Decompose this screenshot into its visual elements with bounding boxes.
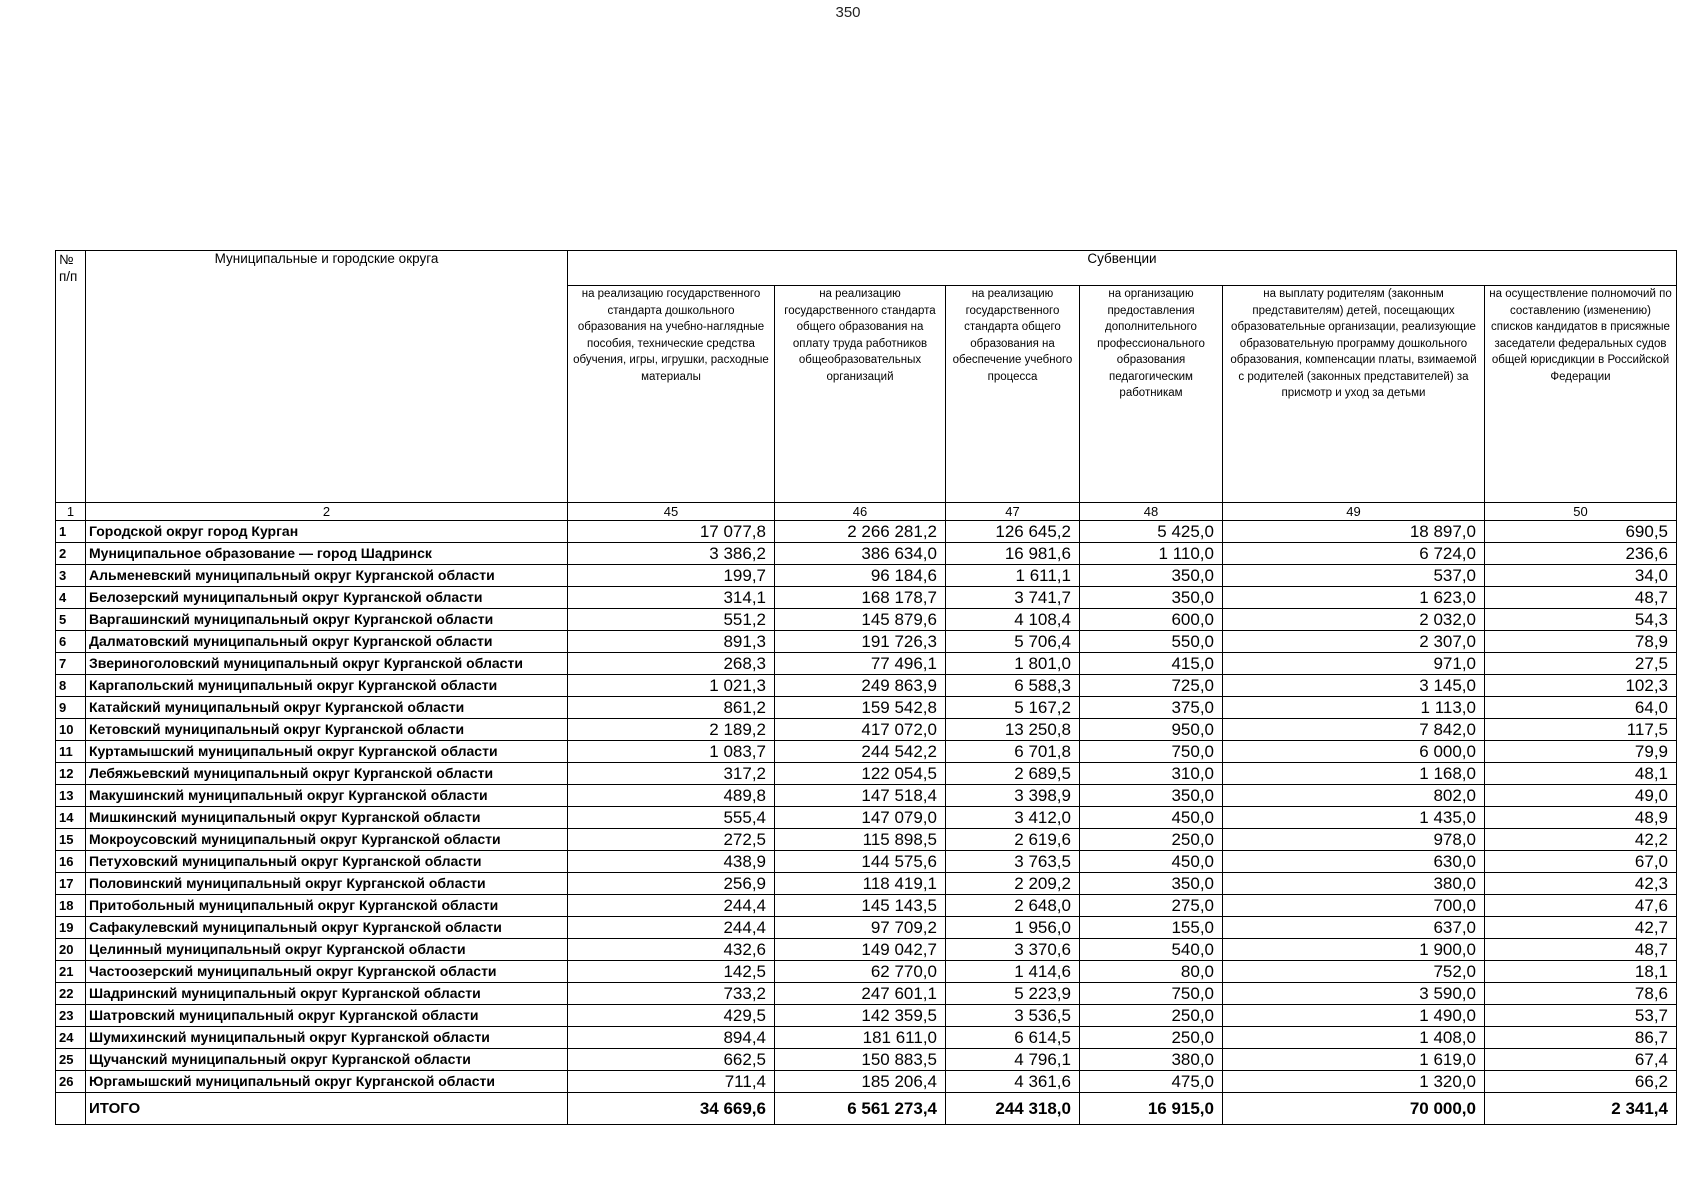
column-index-cell: 47 (946, 503, 1080, 521)
value-cell: 894,4 (568, 1027, 775, 1049)
value-cell: 250,0 (1080, 1027, 1223, 1049)
value-cell: 256,9 (568, 873, 775, 895)
table-row (56, 587, 1677, 609)
value-cell: 272,5 (568, 829, 775, 851)
total-value-cell: 6 561 273,4 (775, 1093, 946, 1125)
value-cell: 250,0 (1080, 829, 1223, 851)
value-cell: 42,7 (1485, 917, 1677, 939)
value-cell: 6 000,0 (1223, 741, 1485, 763)
value-cell: 4 796,1 (946, 1049, 1080, 1071)
table-row (56, 697, 1677, 719)
value-cell: 147 079,0 (775, 807, 946, 829)
district-name: Притобольный муниципальный округ Курганской области (86, 895, 568, 917)
value-cell: 978,0 (1223, 829, 1485, 851)
value-cell: 118 419,1 (775, 873, 946, 895)
column-index-cell: 2 (86, 503, 568, 521)
table-row (56, 1071, 1677, 1093)
total-value-cell: 70 000,0 (1223, 1093, 1485, 1125)
district-name: Кетовский муниципальный округ Курганской области (86, 719, 568, 741)
district-name: Звериноголовский муниципальный округ Курганской области (86, 653, 568, 675)
value-cell: 5 706,4 (946, 631, 1080, 653)
district-name: Городской округ город Курган (86, 521, 568, 543)
value-cell: 150 883,5 (775, 1049, 946, 1071)
value-cell: 2 648,0 (946, 895, 1080, 917)
table-row (56, 653, 1677, 675)
value-cell: 48,7 (1485, 939, 1677, 961)
value-cell: 42,3 (1485, 873, 1677, 895)
value-cell: 386 634,0 (775, 543, 946, 565)
value-cell: 79,9 (1485, 741, 1677, 763)
district-name: Белозерский муниципальный округ Курганской области (86, 587, 568, 609)
value-cell: 16 981,6 (946, 543, 1080, 565)
value-cell: 310,0 (1080, 763, 1223, 785)
row-number: 9 (56, 697, 86, 719)
table-row (56, 1005, 1677, 1027)
value-cell: 236,6 (1485, 543, 1677, 565)
table-row (56, 917, 1677, 939)
value-cell: 247 601,1 (775, 983, 946, 1005)
value-cell: 80,0 (1080, 961, 1223, 983)
value-cell: 191 726,3 (775, 631, 946, 653)
value-cell: 3 412,0 (946, 807, 1080, 829)
row-number: 2 (56, 543, 86, 565)
value-cell: 77 496,1 (775, 653, 946, 675)
value-cell: 49,0 (1485, 785, 1677, 807)
row-number: 18 (56, 895, 86, 917)
row-number: 4 (56, 587, 86, 609)
value-cell: 733,2 (568, 983, 775, 1005)
value-cell: 1 956,0 (946, 917, 1080, 939)
value-cell: 6 588,3 (946, 675, 1080, 697)
value-cell: 1 408,0 (1223, 1027, 1485, 1049)
header-column-2: на реализацию государственного стандарта общего образования на оплату труда работников общеобразовательных организаций (775, 286, 946, 503)
table-row (56, 631, 1677, 653)
value-cell: 2 266 281,2 (775, 521, 946, 543)
row-number: 12 (56, 763, 86, 785)
district-name: Шадринский муниципальный округ Курганской области (86, 983, 568, 1005)
value-cell: 380,0 (1080, 1049, 1223, 1071)
row-number: 14 (56, 807, 86, 829)
table-row (56, 961, 1677, 983)
value-cell: 53,7 (1485, 1005, 1677, 1027)
table-row (56, 895, 1677, 917)
value-cell: 126 645,2 (946, 521, 1080, 543)
value-cell: 417 072,0 (775, 719, 946, 741)
total-number-cell (56, 1093, 86, 1125)
value-cell: 725,0 (1080, 675, 1223, 697)
value-cell: 1 619,0 (1223, 1049, 1485, 1071)
row-number: 15 (56, 829, 86, 851)
value-cell: 550,0 (1080, 631, 1223, 653)
column-index-cell: 50 (1485, 503, 1677, 521)
value-cell: 48,9 (1485, 807, 1677, 829)
value-cell: 1 168,0 (1223, 763, 1485, 785)
header-number: № п/п (56, 251, 86, 503)
row-number: 17 (56, 873, 86, 895)
value-cell: 78,9 (1485, 631, 1677, 653)
row-number: 23 (56, 1005, 86, 1027)
value-cell: 244,4 (568, 895, 775, 917)
district-name: Куртамышский муниципальный округ Курганской области (86, 741, 568, 763)
value-cell: 1 611,1 (946, 565, 1080, 587)
value-cell: 145 143,5 (775, 895, 946, 917)
table-row (56, 543, 1677, 565)
value-cell: 450,0 (1080, 851, 1223, 873)
value-cell: 432,6 (568, 939, 775, 961)
value-cell: 3 398,9 (946, 785, 1080, 807)
value-cell: 3 370,6 (946, 939, 1080, 961)
value-cell: 5 223,9 (946, 983, 1080, 1005)
row-number: 13 (56, 785, 86, 807)
value-cell: 66,2 (1485, 1071, 1677, 1093)
value-cell: 4 361,6 (946, 1071, 1080, 1093)
value-cell: 752,0 (1223, 961, 1485, 983)
column-index-cell: 1 (56, 503, 86, 521)
table-row (56, 851, 1677, 873)
value-cell: 2 032,0 (1223, 609, 1485, 631)
value-cell: 317,2 (568, 763, 775, 785)
row-number: 20 (56, 939, 86, 961)
value-cell: 750,0 (1080, 741, 1223, 763)
value-cell: 537,0 (1223, 565, 1485, 587)
column-index-cell: 49 (1223, 503, 1485, 521)
value-cell: 5 167,2 (946, 697, 1080, 719)
row-number: 3 (56, 565, 86, 587)
total-value-cell: 244 318,0 (946, 1093, 1080, 1125)
value-cell: 7 842,0 (1223, 719, 1485, 741)
header-column-1: на реализацию государственного стандарта дошкольного образования на учебно-наглядные пособия, технические средства обучения, игры, игрушки, расходные материалы (568, 286, 775, 503)
row-number: 22 (56, 983, 86, 1005)
table-row (56, 609, 1677, 631)
header-column-5: на выплату родителям (законным представителям) детей, посещающих образовательные организации, реализующие образовательную программу дошкольного образования, компенсации платы, взимаемой с родителей (законных представителей) за присмотр и уход за детьми (1223, 286, 1485, 503)
value-cell: 181 611,0 (775, 1027, 946, 1049)
district-name: Варгашинский муниципальный округ Курганской области (86, 609, 568, 631)
table-row (56, 939, 1677, 961)
table-row (56, 829, 1677, 851)
header-column-3: на реализацию государственного стандарта общего образования на обеспечение учебного процесса (946, 286, 1080, 503)
value-cell: 2 619,6 (946, 829, 1080, 851)
value-cell: 314,1 (568, 587, 775, 609)
district-name: Частоозерский муниципальный округ Курганской области (86, 961, 568, 983)
column-index-cell: 45 (568, 503, 775, 521)
table-row (56, 741, 1677, 763)
district-name: Альменевский муниципальный округ Курганской области (86, 565, 568, 587)
value-cell: 67,4 (1485, 1049, 1677, 1071)
value-cell: 18 897,0 (1223, 521, 1485, 543)
total-value-cell: 2 341,4 (1485, 1093, 1677, 1125)
district-name: Мишкинский муниципальный округ Курганской области (86, 807, 568, 829)
district-name: Каргапольский муниципальный округ Курганской области (86, 675, 568, 697)
value-cell: 244 542,2 (775, 741, 946, 763)
value-cell: 350,0 (1080, 587, 1223, 609)
value-cell: 48,7 (1485, 587, 1677, 609)
value-cell: 168 178,7 (775, 587, 946, 609)
value-cell: 630,0 (1223, 851, 1485, 873)
value-cell: 115 898,5 (775, 829, 946, 851)
value-cell: 6 701,8 (946, 741, 1080, 763)
value-cell: 350,0 (1080, 873, 1223, 895)
column-index-cell: 48 (1080, 503, 1223, 521)
value-cell: 3 763,5 (946, 851, 1080, 873)
table-row (56, 873, 1677, 895)
value-cell: 350,0 (1080, 565, 1223, 587)
value-cell: 3 386,2 (568, 543, 775, 565)
header-column-6: на осуществление полномочий по составлению (изменению) списков кандидатов в присяжные заседатели федеральных судов общей юрисдикции в Российской Федерации (1485, 286, 1677, 503)
table-row (56, 675, 1677, 697)
total-value-cell: 16 915,0 (1080, 1093, 1223, 1125)
row-number: 24 (56, 1027, 86, 1049)
value-cell: 149 042,7 (775, 939, 946, 961)
value-cell: 250,0 (1080, 1005, 1223, 1027)
value-cell: 2 307,0 (1223, 631, 1485, 653)
row-number: 25 (56, 1049, 86, 1071)
value-cell: 750,0 (1080, 983, 1223, 1005)
value-cell: 4 108,4 (946, 609, 1080, 631)
value-cell: 350,0 (1080, 785, 1223, 807)
value-cell: 275,0 (1080, 895, 1223, 917)
row-number: 16 (56, 851, 86, 873)
district-name: Сафакулевский муниципальный округ Курганской области (86, 917, 568, 939)
table-row (56, 719, 1677, 741)
table-row (56, 983, 1677, 1005)
value-cell: 18,1 (1485, 961, 1677, 983)
value-cell: 117,5 (1485, 719, 1677, 741)
value-cell: 2 209,2 (946, 873, 1080, 895)
value-cell: 64,0 (1485, 697, 1677, 719)
value-cell: 5 425,0 (1080, 521, 1223, 543)
value-cell: 1 490,0 (1223, 1005, 1485, 1027)
value-cell: 54,3 (1485, 609, 1677, 631)
value-cell: 802,0 (1223, 785, 1485, 807)
district-name: Петуховский муниципальный округ Курганской области (86, 851, 568, 873)
value-cell: 145 879,6 (775, 609, 946, 631)
value-cell: 122 054,5 (775, 763, 946, 785)
table-row (56, 565, 1677, 587)
row-number: 8 (56, 675, 86, 697)
value-cell: 142 359,5 (775, 1005, 946, 1027)
row-number: 21 (56, 961, 86, 983)
value-cell: 1 021,3 (568, 675, 775, 697)
value-cell: 2 189,2 (568, 719, 775, 741)
value-cell: 47,6 (1485, 895, 1677, 917)
row-number: 26 (56, 1071, 86, 1093)
value-cell: 1 083,7 (568, 741, 775, 763)
value-cell: 155,0 (1080, 917, 1223, 939)
row-number: 10 (56, 719, 86, 741)
value-cell: 1 320,0 (1223, 1071, 1485, 1093)
total-value-cell: 34 669,6 (568, 1093, 775, 1125)
row-number: 19 (56, 917, 86, 939)
value-cell: 3 590,0 (1223, 983, 1485, 1005)
value-cell: 249 863,9 (775, 675, 946, 697)
header-subventions: Субвенции (568, 251, 1677, 286)
value-cell: 1 110,0 (1080, 543, 1223, 565)
value-cell: 6 724,0 (1223, 543, 1485, 565)
value-cell: 540,0 (1080, 939, 1223, 961)
value-cell: 96 184,6 (775, 565, 946, 587)
value-cell: 42,2 (1485, 829, 1677, 851)
district-name: Щучанский муниципальный округ Курганской области (86, 1049, 568, 1071)
value-cell: 185 206,4 (775, 1071, 946, 1093)
value-cell: 142,5 (568, 961, 775, 983)
value-cell: 268,3 (568, 653, 775, 675)
row-number: 6 (56, 631, 86, 653)
district-name: Шатровский муниципальный округ Курганской области (86, 1005, 568, 1027)
row-number: 11 (56, 741, 86, 763)
value-cell: 62 770,0 (775, 961, 946, 983)
value-cell: 415,0 (1080, 653, 1223, 675)
table-row (56, 807, 1677, 829)
table-row (56, 1027, 1677, 1049)
table-row (56, 785, 1677, 807)
value-cell: 3 145,0 (1223, 675, 1485, 697)
value-cell: 97 709,2 (775, 917, 946, 939)
value-cell: 199,7 (568, 565, 775, 587)
value-cell: 700,0 (1223, 895, 1485, 917)
value-cell: 244,4 (568, 917, 775, 939)
table-row (56, 763, 1677, 785)
value-cell: 144 575,6 (775, 851, 946, 873)
value-cell: 2 689,5 (946, 763, 1080, 785)
value-cell: 1 900,0 (1223, 939, 1485, 961)
row-number: 7 (56, 653, 86, 675)
subventions-table (55, 250, 1677, 1125)
value-cell: 489,8 (568, 785, 775, 807)
value-cell: 1 113,0 (1223, 697, 1485, 719)
value-cell: 429,5 (568, 1005, 775, 1027)
value-cell: 555,4 (568, 807, 775, 829)
value-cell: 6 614,5 (946, 1027, 1080, 1049)
district-name: Далматовский муниципальный округ Курганской области (86, 631, 568, 653)
value-cell: 67,0 (1485, 851, 1677, 873)
value-cell: 971,0 (1223, 653, 1485, 675)
district-name: Лебяжьевский муниципальный округ Курганской области (86, 763, 568, 785)
row-number: 5 (56, 609, 86, 631)
value-cell: 475,0 (1080, 1071, 1223, 1093)
value-cell: 48,1 (1485, 763, 1677, 785)
value-cell: 711,4 (568, 1071, 775, 1093)
total-label: ИТОГО (86, 1093, 568, 1125)
district-name: Муниципальное образование — город Шадринск (86, 543, 568, 565)
value-cell: 375,0 (1080, 697, 1223, 719)
district-name: Шумихинский муниципальный округ Курганской области (86, 1027, 568, 1049)
district-name: Целинный муниципальный округ Курганской области (86, 939, 568, 961)
value-cell: 861,2 (568, 697, 775, 719)
value-cell: 450,0 (1080, 807, 1223, 829)
value-cell: 380,0 (1223, 873, 1485, 895)
value-cell: 1 623,0 (1223, 587, 1485, 609)
header-district: Муниципальные и городские округа (86, 251, 568, 503)
district-name: Мокроусовский муниципальный округ Курганской области (86, 829, 568, 851)
value-cell: 551,2 (568, 609, 775, 631)
value-cell: 27,5 (1485, 653, 1677, 675)
value-cell: 950,0 (1080, 719, 1223, 741)
value-cell: 1 801,0 (946, 653, 1080, 675)
value-cell: 690,5 (1485, 521, 1677, 543)
value-cell: 3 536,5 (946, 1005, 1080, 1027)
value-cell: 159 542,8 (775, 697, 946, 719)
value-cell: 102,3 (1485, 675, 1677, 697)
column-index-cell: 46 (775, 503, 946, 521)
value-cell: 34,0 (1485, 565, 1677, 587)
district-name: Половинский муниципальный округ Курганской области (86, 873, 568, 895)
district-name: Макушинский муниципальный округ Курганской области (86, 785, 568, 807)
value-cell: 662,5 (568, 1049, 775, 1071)
value-cell: 3 741,7 (946, 587, 1080, 609)
row-number: 1 (56, 521, 86, 543)
value-cell: 438,9 (568, 851, 775, 873)
value-cell: 13 250,8 (946, 719, 1080, 741)
value-cell: 637,0 (1223, 917, 1485, 939)
value-cell: 147 518,4 (775, 785, 946, 807)
district-name: Катайский муниципальный округ Курганской области (86, 697, 568, 719)
district-name: Юргамышский муниципальный округ Курганской области (86, 1071, 568, 1093)
value-cell: 1 414,6 (946, 961, 1080, 983)
value-cell: 600,0 (1080, 609, 1223, 631)
page-number: 350 (835, 4, 861, 21)
table-row (56, 521, 1677, 543)
header-column-4: на организацию предоставления дополнительного профессионального образования педагогическим работникам (1080, 286, 1223, 503)
value-cell: 891,3 (568, 631, 775, 653)
value-cell: 78,6 (1485, 983, 1677, 1005)
table-row (56, 1049, 1677, 1071)
total-row (56, 1093, 1677, 1125)
value-cell: 86,7 (1485, 1027, 1677, 1049)
value-cell: 1 435,0 (1223, 807, 1485, 829)
value-cell: 17 077,8 (568, 521, 775, 543)
